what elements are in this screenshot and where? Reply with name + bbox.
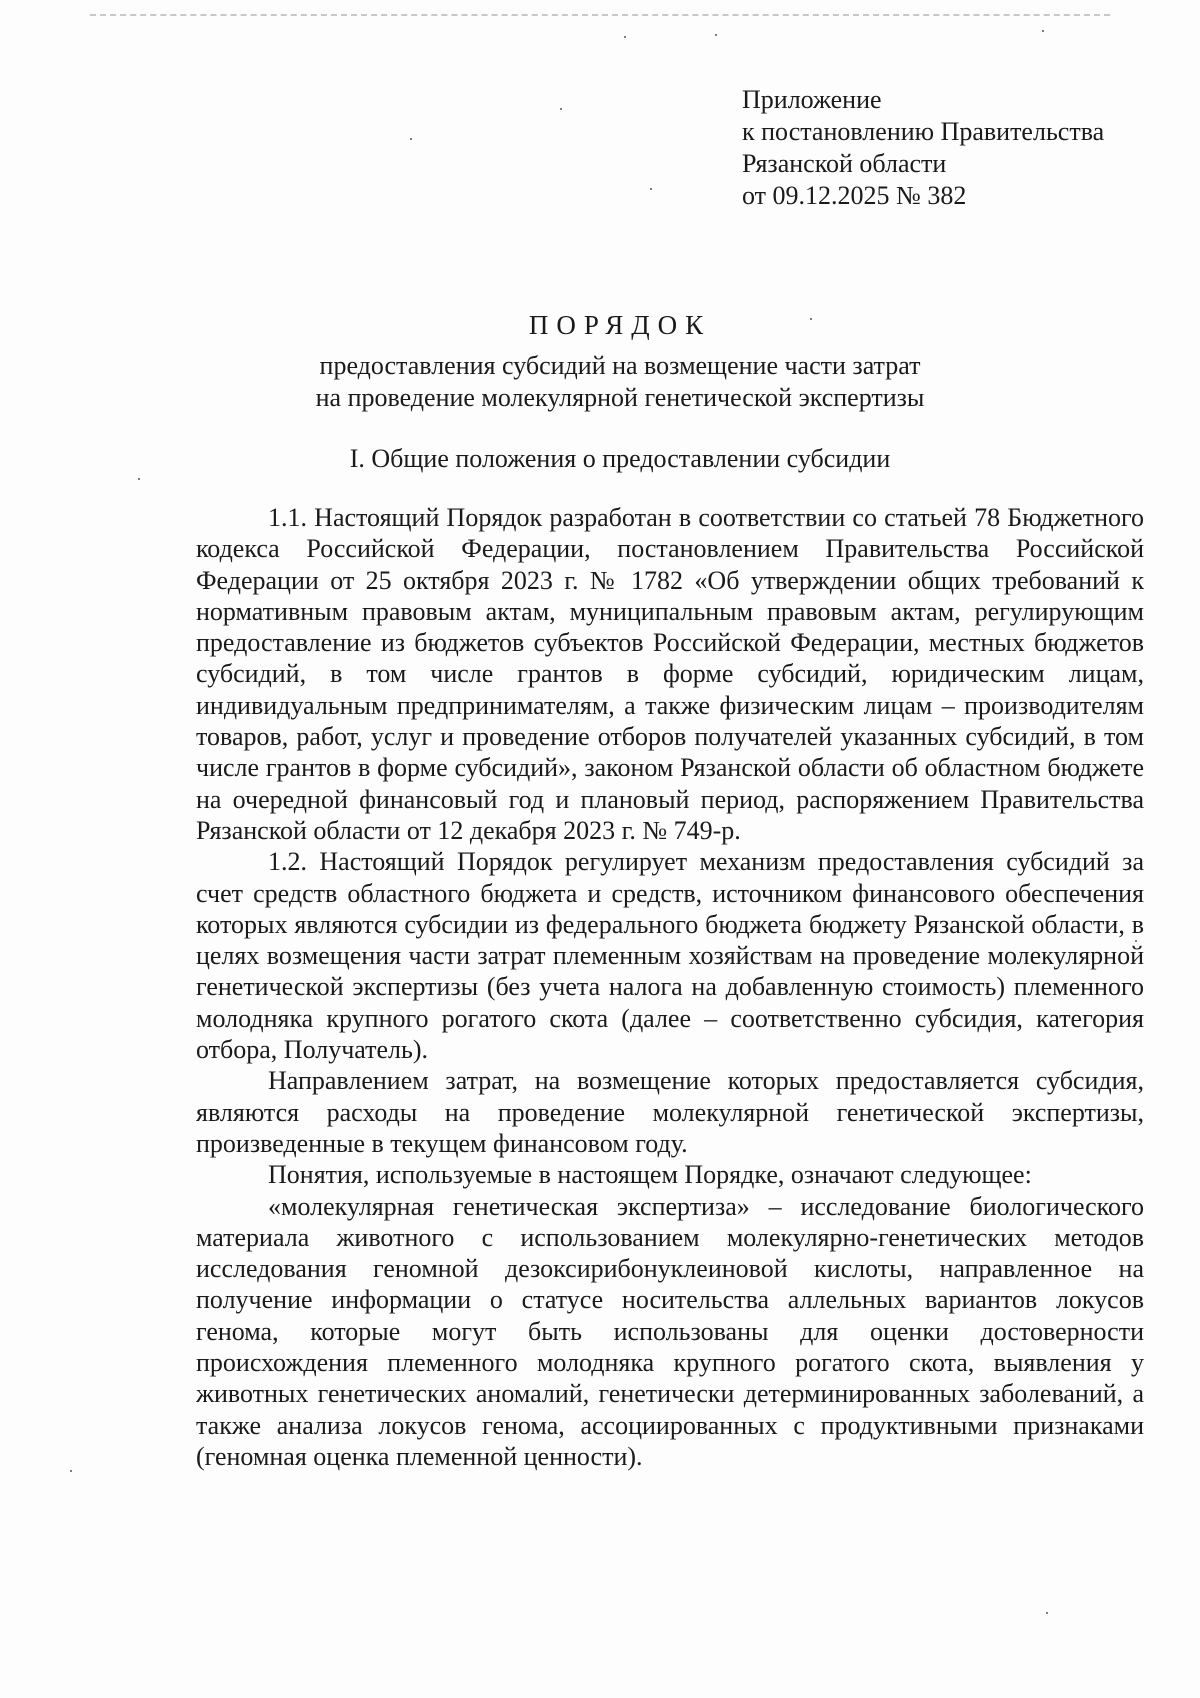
scan-speck [560,108,562,110]
paragraph-1-1: 1.1. Настоящий Порядок разработан в соответствии со статьей 78 Бюджетного кодекса Российской Федерации, постановлением Правительства Российской Федерации от 25 октября 2023 г. № 1782 «Об утверждении общих требований к нормативным правовым актам, муниципальным правовым актам, регулирующим предоставление из бюджетов субъектов Российской Федерации, местных бюджетов субсидий, в том числе грантов в форме субсидий, юридическим лицам, индивидуальным предпринимателям, а также физическим лицам – производителям товаров, работ, услуг и проведение отборов получателей указанных субсидий, в том числе грантов в форме субсидий», законом Рязанской области об областном бюджете на очередной финансовый год и плановый период, распоряжением Правительства Рязанской области от 12 декабря 2023 г. № 749-р. [196,503,1144,845]
paragraph-definitions-intro: Понятия, используемые в настоящем Порядке, означают следующее: [268,1160,1032,1190]
paragraph-definition-expertise: «молекулярная генетическая экспертиза» – исследование биологического материала животного с использованием молекулярно-генетических методов исследования геномной дезоксирибонуклеиновой кислоты, направленное на получение информации о статусе носительства аллельных вариантов локусов генома, которые могут быть использованы для оценки достоверности происхождения племенного молодняка крупного рогатого скота, выявления у животных генетических аномалий, генетически детерминированных заболеваний, а также анализа локусов генома, ассоциированных с продуктивными признаками (геномная оценка племенной ценности). [196,1191,1144,1471]
scan-speck [410,138,412,140]
document-subtitle [0,350,1200,414]
section-heading: I. Общие положения о предоставлении субсидии [349,444,891,473]
scan-speck [70,1470,72,1472]
appendix-line: Приложение [742,85,882,114]
appendix-line: от 09.12.2025 № 382 [742,181,967,210]
scan-speck [624,36,626,38]
scan-speck [715,34,717,36]
scan-speck [1046,1612,1048,1614]
paragraph-1-2: 1.2. Настоящий Порядок регулирует механизм предоставления субсидий за счет средств областного бюджета и средств, источником финансового обеспечения которых являются субсидии из федерального бюджета бюджету Рязанской области, в целях возмещения части затрат племенным хозяйствам на проведение молекулярной генетической экспертизы (без учета налога на добавленную стоимость) племенного молодняка крупного рогатого скота (далее – соответственно субсидия, категория отбора, Получатель). [196,847,1144,1065]
document-body [196,502,1144,1472]
scan-speck [1042,30,1044,32]
subtitle-line: на проведение молекулярной генетической экспертизы [315,383,925,412]
scan-edge-artifact [90,14,1110,16]
scan-speck [650,188,652,190]
appendix-block [742,84,1104,212]
appendix-line: к постановлению Правительства [742,117,1105,146]
document-title: ПОРЯДОК [528,310,712,340]
paragraph-cost-direction: Направлением затрат, на возмещение которых предоставляется субсидия, являются расходы на проведение молекулярной генетической экспертизы, произведенные в текущем финансовом году. [196,1066,1144,1158]
appendix-line: Рязанской области [742,149,947,178]
scan-speck [138,478,140,480]
subtitle-line: предоставления субсидий на возмещение части затрат [319,351,921,380]
